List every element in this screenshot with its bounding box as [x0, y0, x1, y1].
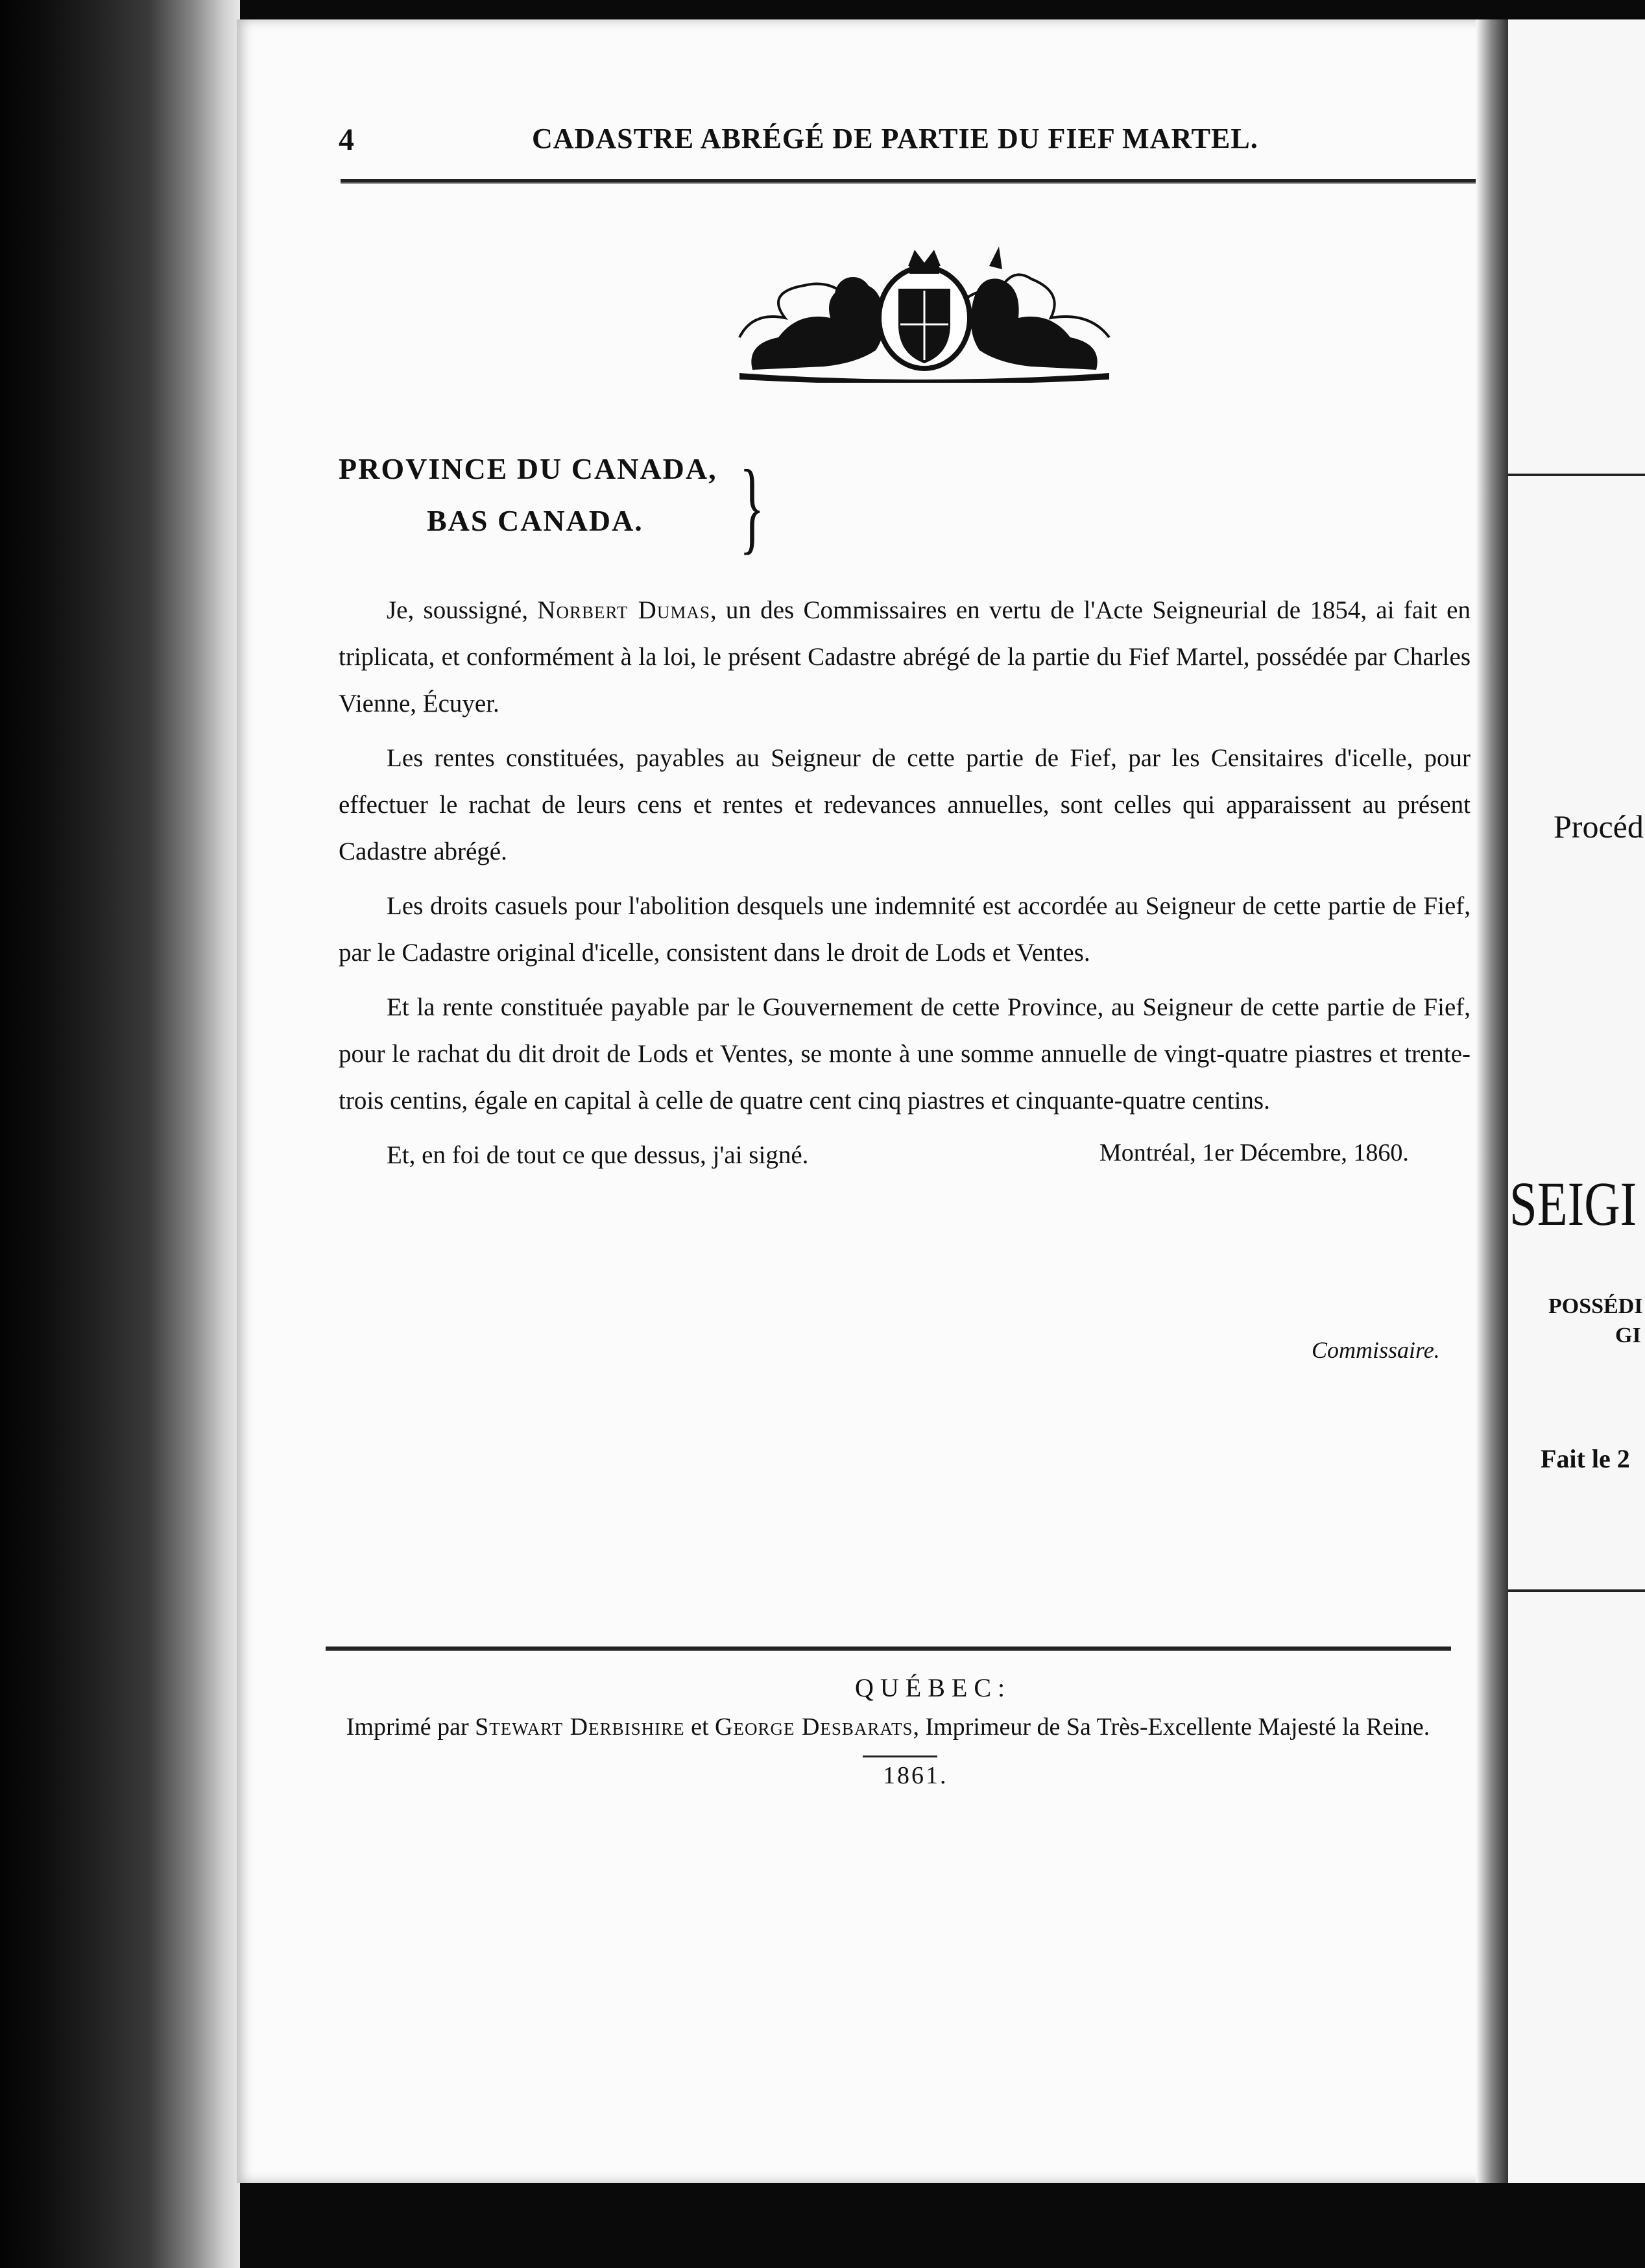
signature-role: Commissaire.: [1312, 1337, 1440, 1363]
running-title: CADASTRE ABRÉGÉ DE PARTIE DU FIEF MARTEL.: [532, 123, 1258, 154]
paragraph-1-start: Je, soussigné,: [387, 596, 538, 624]
paragraph-3: Les droits casuels pour l'abolition desquels une indemnité est accordée au Seigneur de cette partie de Fief, par le Cadastre original d'icelle, consistent dans le droit de Lods et Ventes.: [339, 892, 1471, 967]
footer-rule: [326, 1647, 1451, 1651]
paragraph-1-rest: , un des Commissaires en vertu de l'Acte Seigneurial de 1854, ai fait en triplicata, et conformément à la loi, le présent Cadastre abrégé de la partie du Fief Martel, possédée par Charles Vienne, Écuyer.: [339, 596, 1471, 718]
page-number: 4: [339, 123, 354, 157]
heading-province: PROVINCE DU CANADA,: [339, 452, 717, 485]
adjacent-text-1: Procéd: [1554, 808, 1644, 845]
commissioner-name: Norbert Dumas: [537, 596, 710, 624]
imprint-text-c: , Imprimeur de Sa Très-Excellente Majesté la Reine.: [913, 1713, 1430, 1741]
document-body: [339, 587, 1471, 1187]
paragraph-2: Les rentes constituées, payables au Seigneur de cette partie de Fief, par les Censitaires d'icelle, pour effectuer le rachat de leurs cens et rentes et redevances annuelles, sont celles qui apparaissent au présent Cadastre abrégé.: [339, 744, 1471, 865]
adjacent-rule-top: [1508, 474, 1645, 476]
printer-name-1: Stewart Derbishire: [475, 1713, 685, 1741]
paragraph-5: Et, en foi de tout ce que dessus, j'ai signé.: [387, 1141, 809, 1169]
adjacent-rule-bottom: [1508, 1589, 1645, 1592]
adjacent-page: [1508, 19, 1645, 2183]
adjacent-text-2: SEIGI: [1509, 1169, 1637, 1238]
imprint-city: QUÉBEC:: [855, 1673, 1012, 1702]
imprint-text-a: Imprimé par: [346, 1713, 475, 1741]
royal-coat-of-arms-icon: [726, 240, 1122, 383]
adjacent-text-3: POSSÉDI: [1548, 1294, 1643, 1318]
imprint-year: 1861.: [883, 1762, 948, 1789]
adjacent-text-4: GI: [1615, 1323, 1641, 1347]
year-rule: [863, 1755, 937, 1757]
adjacent-text-5: Fait le 2: [1541, 1444, 1630, 1473]
imprint-line: [320, 1713, 1456, 1741]
header-rule: [341, 179, 1476, 184]
curly-brace-icon: }: [739, 448, 765, 564]
printer-name-2: George Desbarats: [715, 1713, 913, 1741]
signature-place-date: Montréal, 1er Décembre, 1860.: [1099, 1139, 1409, 1166]
heading-district: BAS CANADA.: [427, 504, 643, 537]
paragraph-4: Et la rente constituée payable par le Gouvernement de cette Province, au Seigneur de cette partie de Fief, pour le rachat du dit droit de Lods et Ventes, se monte à une somme annuelle de vingt-quatre piastres et trente-trois centins, égale en capital à celle de quatre cent cinq piastres et cinquante-quatre centins.: [339, 993, 1471, 1115]
book-binding-shadow: [0, 0, 240, 2268]
imprint-text-b: et: [684, 1713, 715, 1741]
paragraph-1: [339, 587, 1471, 727]
